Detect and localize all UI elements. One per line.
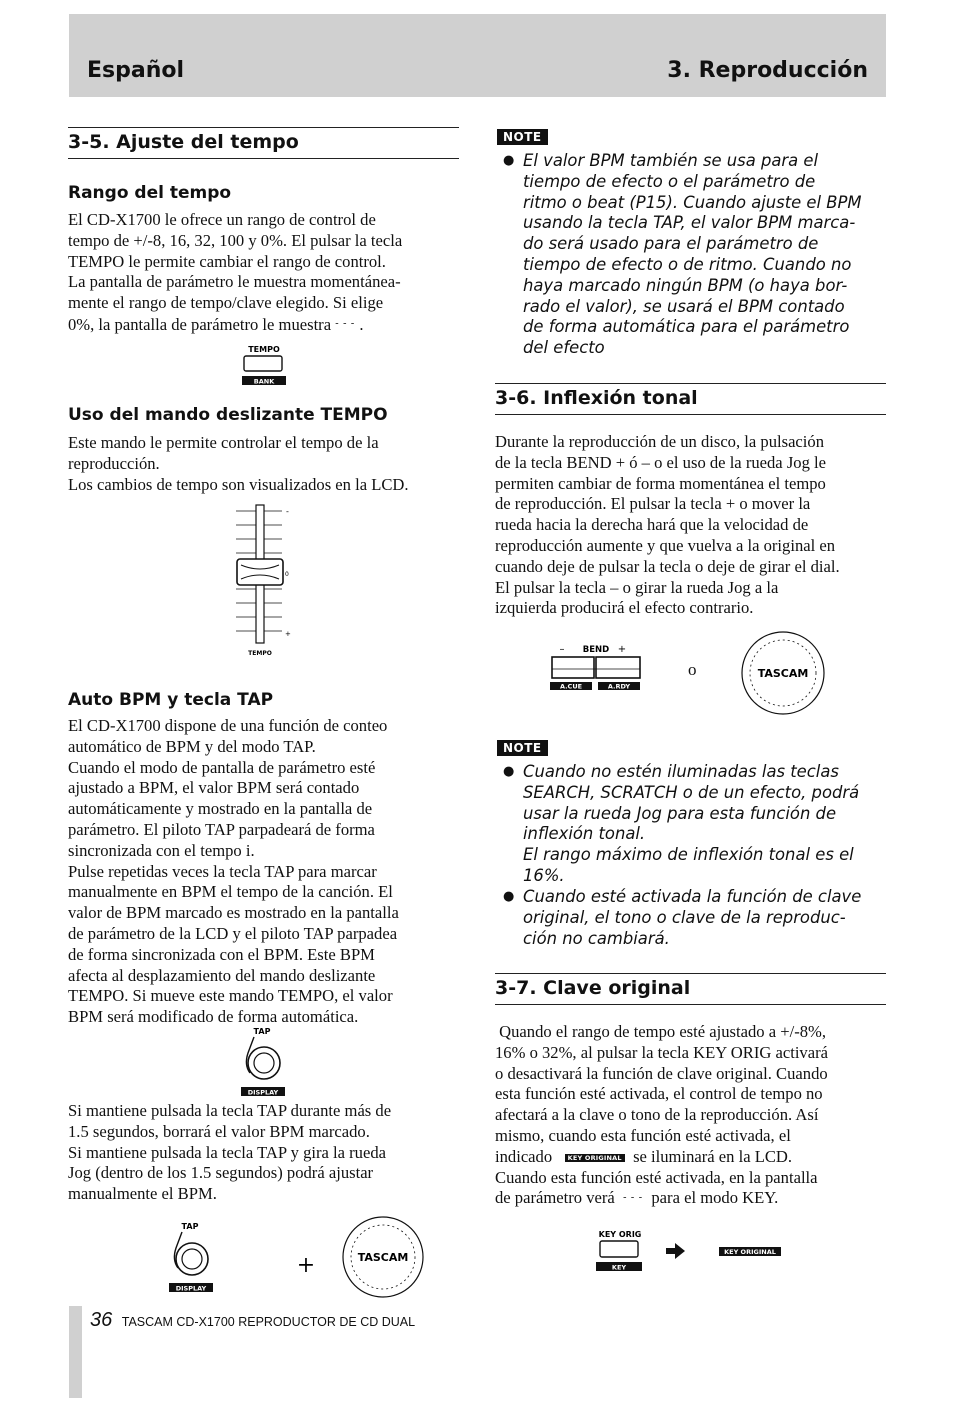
note-bullet-bpm: ● El valor BPM también se usa para el tiempo de efecto o el parámetro de ritmo o beat (P15). Cuando ajuste el BPM usando la tecla TAP, el valor BPM marca- do será usado para el parámetro de tiempo de efecto o de ritmo. Cuando no haya marcado ningún BPM (o haya bor- rado el valor), se usará el BPM contado de forma automática para el parámetro del efecto bbox=[503, 151, 862, 358]
section-title-3-6: 3-6. Inflexión tonal bbox=[495, 383, 886, 415]
arrow-right-icon bbox=[666, 1243, 685, 1259]
bend-buttons-illustration bbox=[550, 640, 646, 692]
a-cue-label: A.CUE bbox=[559, 682, 583, 691]
section-title-3-5: 3-5. Ajuste del tempo bbox=[68, 127, 459, 159]
section-title-3-7: 3-7. Clave original bbox=[495, 973, 886, 1005]
key-orig-illustration bbox=[596, 1228, 796, 1274]
note-bullet-jog: ● Cuando no estén iluminadas las teclas SEARCH, SCRATCH o de un efecto, podrá usar la rueda Jog para esta función de inflexión tonal. El rango máximo de inflexión tonal es el 16%. bbox=[503, 762, 860, 885]
tempo-button-label: TEMPO bbox=[248, 345, 280, 354]
lcd-dashes-glyph: - - - bbox=[335, 317, 356, 329]
paragraph-tap-hold: Si mantiene pulsada la tecla TAP durante más de 1.5 segundos, borrará el valor BPM marcado. Si mantiene pulsada la tecla TAP y gira la rueda Jog (dentro de los 1.5 segundos) podrá ajustar manualmente el BPM. bbox=[68, 1101, 392, 1204]
paragraph-slider: Este mando le permite controlar el tempo de la reproducción. Los cambios de tempo son visualizados en la LCD. bbox=[68, 433, 409, 494]
footer-side-bar bbox=[69, 1306, 82, 1398]
jog-wheel-brand-2: TASCAM bbox=[757, 667, 809, 680]
bend-plus: + bbox=[617, 644, 627, 655]
paragraph-rango: El CD-X1700 le ofrece un rango de control de tempo de +/-8, 16, 32, 100 y 0%. El pulsar la tecla TEMPO le permite cambiar el rango de control. La pantalla de parámetro le muestra momentánea- mente el rango de tempo/clave elegido. Si elige 0%, la pantalla de parámetro le muestra - - - . bbox=[68, 210, 403, 334]
bullet-icon: ● bbox=[503, 153, 515, 168]
paragraph-bend: Durante la reproducción de un disco, la pulsación de la tecla BEND + ó – o el uso de la rueda Jog le permiten cambiar de forma momentánea el tempo de reproducción. El pulsar la tecla + o mover la rueda hacia la derecha hará que la velocidad de reproducción aumente y que vuelva a la original en cuando deje de pulsar la tecla o deje de girar el dial. El pulsar la tecla – o girar la rueda Jog a la izquierda producirá el efecto contrario. bbox=[495, 432, 840, 618]
paragraph-keyorig: Quando el rango de tempo esté ajustado a +/-8%, 16% o 32%, al pulsar la tecla KEY ORIG activará o desactivará la función de clave original. Cuando esta función esté activada, el control de tempo no afectará a la clave o tono de la reproducción. Así mismo, cuando esta función esté activada, el indicado KEY ORIGINAL se iluminará en la LCD. Cuando esta función esté activada, en la pantalla de parámetro verá - - - para el modo KEY. bbox=[495, 1022, 828, 1208]
tap-button-label: TAP bbox=[253, 1027, 271, 1036]
bend-minus: – bbox=[559, 644, 565, 655]
page-header bbox=[69, 14, 886, 97]
note-badge-1: NOTE bbox=[497, 129, 548, 145]
plus-sign: + bbox=[296, 1253, 316, 1278]
page-footer bbox=[90, 1309, 415, 1332]
key-original-indicator-inline: KEY ORIGINAL bbox=[565, 1154, 625, 1162]
slider-zero-mark: 0 bbox=[285, 571, 289, 578]
bullet-icon: ● bbox=[503, 764, 515, 779]
bank-label: BANK bbox=[253, 377, 275, 386]
or-text: o bbox=[688, 660, 697, 679]
tap-button-label-2: TAP bbox=[181, 1222, 199, 1231]
footer-text: TASCAM CD-X1700 REPRODUCTOR DE CD DUAL bbox=[121, 1315, 416, 1329]
header-chapter: 3. Reproducción bbox=[667, 58, 868, 83]
jog-wheel-brand: TASCAM bbox=[357, 1251, 409, 1264]
page-number: 36 bbox=[90, 1309, 113, 1331]
tap-button-illustration bbox=[240, 1025, 290, 1099]
jog-wheel-illustration bbox=[740, 631, 830, 717]
display-label-2: DISPLAY bbox=[175, 1284, 207, 1293]
paragraph-tap: El CD-X1700 dispone de una función de conteo automático de BPM y del modo TAP. Cuando el modo de pantalla de parámetro esté ajustado a BPM, el valor BPM será contado automáticamente y mostrado en la pantalla de parámetro. El piloto TAP parpadeará de forma sincronizada con el tempo i. Pulse repetidas veces la tecla TAP para marcar manualmente en BPM el tempo de la canción. El valor de BPM marcado es mostrado en la pantalla de parámetro de la LCD y el piloto TAP parpadea de forma sincronizada con el BPM. Este BPM afecta al desplazamiento del mando deslizante TEMPO. Si mueve este mando TEMPO, el valor BPM será modificado de forma automática. bbox=[68, 716, 399, 1027]
tap-plus-jog-illustration bbox=[168, 1219, 409, 1301]
slider-label: TEMPO bbox=[248, 650, 272, 657]
note-bullet-keyorig: ● Cuando esté activada la función de clave original, el tono o clave de la reproduc- ción no cambiará. bbox=[503, 887, 862, 948]
bullet-icon: ● bbox=[503, 889, 515, 904]
key-original-indicator: KEY ORIGINAL bbox=[724, 1248, 776, 1256]
header-language: Español bbox=[87, 58, 185, 83]
tempo-slider-illustration bbox=[232, 503, 302, 659]
key-orig-label: KEY ORIG bbox=[598, 1230, 642, 1239]
bend-label: BEND bbox=[582, 645, 610, 655]
a-rdy-label: A.RDY bbox=[607, 682, 631, 691]
lcd-dashes-glyph-2: - - - bbox=[623, 1192, 644, 1204]
subheading-rango: Rango del tempo bbox=[68, 183, 232, 203]
key-label: KEY bbox=[611, 1263, 627, 1272]
subheading-slider: Uso del mando deslizante TEMPO bbox=[68, 405, 388, 425]
tempo-button-illustration bbox=[242, 343, 292, 389]
slider-minus-mark: - bbox=[286, 507, 289, 516]
slider-plus-mark: + bbox=[285, 630, 291, 638]
subheading-tap: Auto BPM y tecla TAP bbox=[68, 690, 274, 710]
display-label: DISPLAY bbox=[247, 1088, 279, 1097]
note-badge-2: NOTE bbox=[497, 740, 548, 756]
